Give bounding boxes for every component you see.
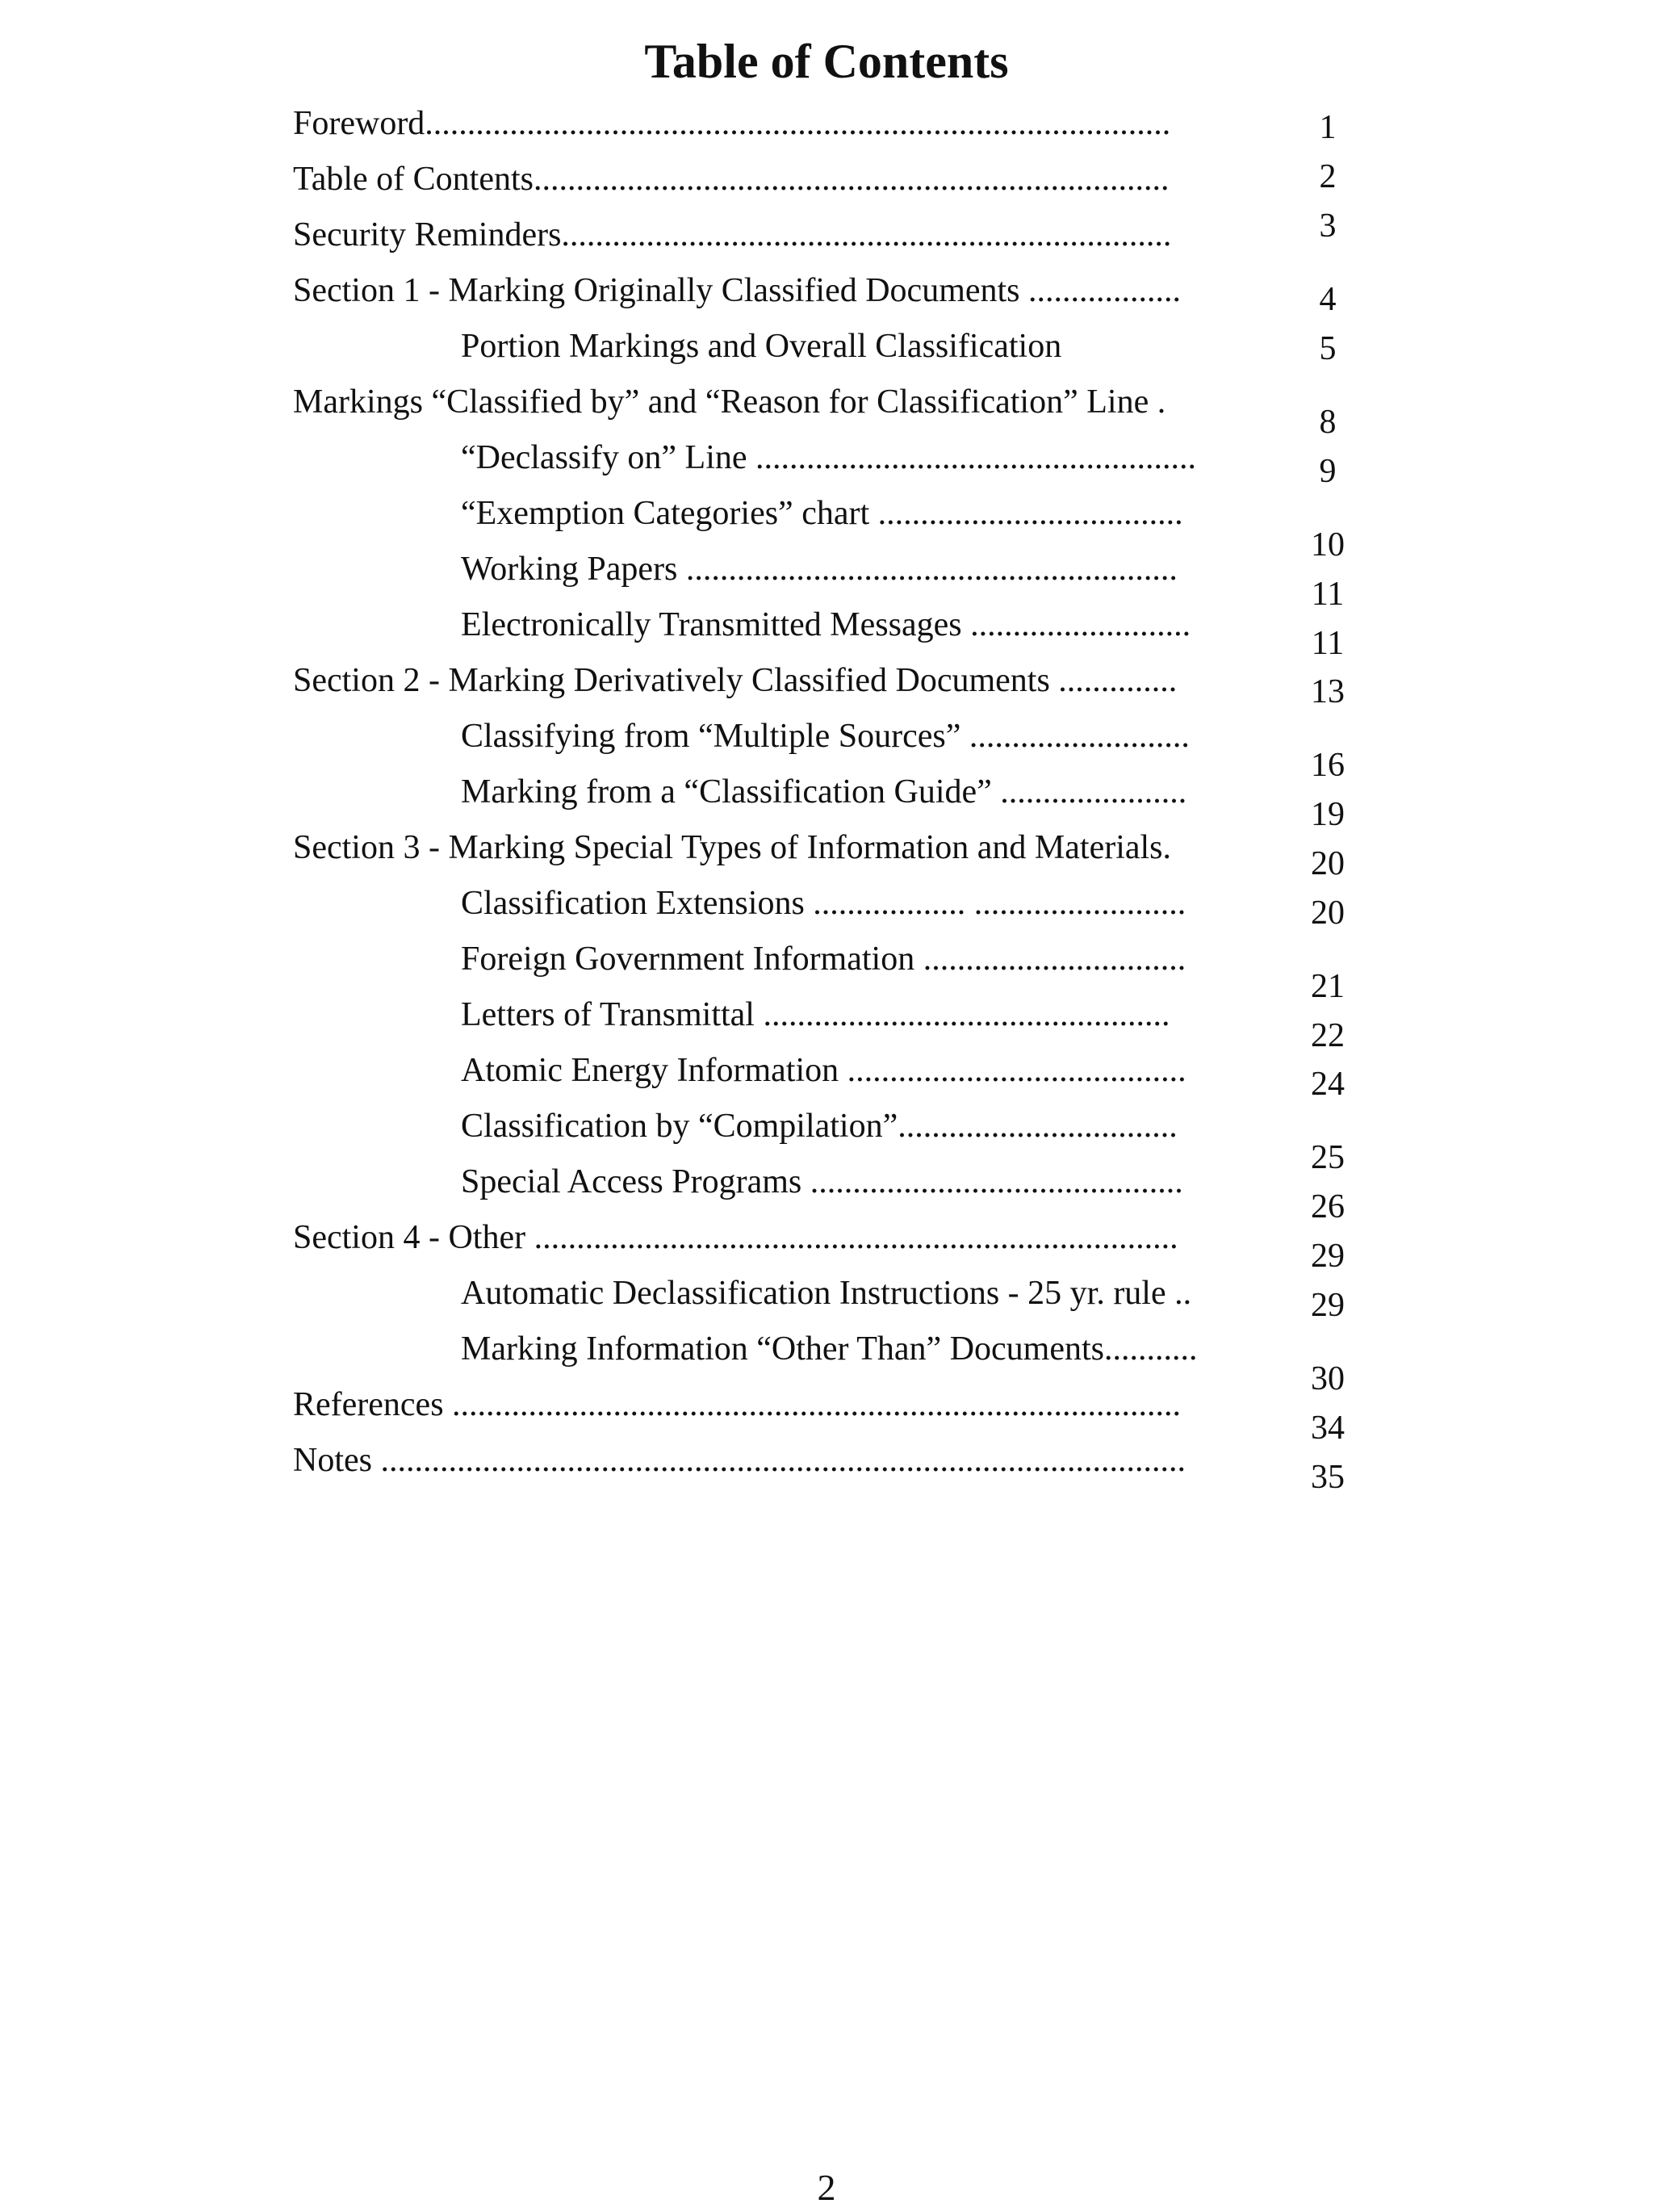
toc-page-number: 24: [1311, 1066, 1345, 1103]
toc-page-number: 35: [1311, 1459, 1345, 1496]
toc-page-number: 20: [1311, 845, 1345, 882]
toc-entry-letters-of-transmittal: Letters of Transmittal ................................................: [461, 996, 1170, 1033]
toc-page-number: 1: [1319, 109, 1337, 146]
toc-page-number: 20: [1311, 894, 1345, 932]
toc-page-number: 25: [1311, 1139, 1345, 1176]
toc-page-number: 16: [1311, 747, 1345, 784]
toc-entry-foreign-government: Foreign Government Information ...............................: [461, 941, 1186, 978]
toc-page-number: 26: [1311, 1188, 1345, 1225]
toc-page-number: 13: [1311, 673, 1345, 710]
toc-page-number: 11: [1311, 576, 1345, 613]
toc-entry-multiple-sources: Classifying from “Multiple Sources” ..........................: [461, 718, 1190, 755]
toc-page-number: 29: [1311, 1287, 1345, 1324]
toc-entry-foreword: Foreword........................................................................................: [293, 105, 1171, 142]
toc-page-number: 9: [1319, 453, 1337, 490]
toc-entry-special-access: Special Access Programs ............................................: [461, 1163, 1183, 1200]
toc-page-number: 19: [1311, 796, 1345, 833]
toc-page-number: 4: [1319, 281, 1337, 318]
toc-entry-exemption-categories: “Exemption Categories” chart ....................................: [461, 495, 1183, 532]
footer-page-number: 2: [817, 2167, 836, 2208]
toc-entry-classification-extensions: Classification Extensions .................. .........................: [461, 885, 1186, 922]
toc-page-number: 29: [1311, 1238, 1345, 1275]
toc-page-number: 8: [1319, 404, 1337, 441]
toc-entry-section-2: Section 2 - Marking Derivatively Classified Documents ..............: [293, 662, 1178, 699]
toc-entry-classified-by-line: Markings “Classified by” and “Reason for Classification” Line .: [293, 383, 1166, 421]
toc-entry-other-than-documents: Marking Information “Other Than” Documents...........: [461, 1330, 1198, 1368]
toc-entry-working-papers: Working Papers ..........................................................: [461, 551, 1178, 588]
toc-entry-compilation: Classification by “Compilation”.................................: [461, 1108, 1178, 1145]
toc-page-number: 5: [1319, 330, 1337, 367]
toc-entry-automatic-declassification: Automatic Declassification Instructions - 25 yr. rule ..: [461, 1275, 1192, 1312]
toc-entry-section-1: Section 1 - Marking Originally Classified Documents ..................: [293, 272, 1182, 309]
toc-entry-notes: Notes ...............................................................................................: [293, 1442, 1186, 1479]
toc-page-number: 2: [1319, 158, 1337, 195]
toc-page-number: 30: [1311, 1360, 1345, 1397]
toc-entry-table-of-contents: Table of Contents...........................................................................: [293, 161, 1170, 198]
toc-page-number: 10: [1311, 526, 1345, 563]
toc-page-number: 22: [1311, 1017, 1345, 1054]
toc-entry-classification-guide: Marking from a “Classification Guide” ......................: [461, 773, 1187, 811]
toc-entry-security-reminders: Security Reminders........................................................................: [293, 216, 1172, 253]
page-title: Table of Contents: [644, 35, 1009, 88]
toc-entry-section-3: Section 3 - Marking Special Types of Information and Materials.: [293, 829, 1172, 866]
toc-entry-electronic-messages: Electronically Transmitted Messages ..........................: [461, 606, 1191, 643]
toc-page-number: 11: [1311, 625, 1345, 662]
toc-entry-atomic-energy: Atomic Energy Information ........................................: [461, 1052, 1186, 1089]
toc-entry-section-4: Section 4 - Other ............................................................................: [293, 1219, 1178, 1256]
toc-page-number: 3: [1319, 207, 1337, 245]
toc-page-number: 34: [1311, 1410, 1345, 1447]
toc-entry-references: References ......................................................................................: [293, 1386, 1182, 1423]
toc-entry-declassify-on: “Declassify on” Line ....................................................: [461, 439, 1197, 476]
toc-entry-portion-markings: Portion Markings and Overall Classification: [461, 328, 1062, 365]
toc-page-number: 21: [1311, 968, 1345, 1005]
